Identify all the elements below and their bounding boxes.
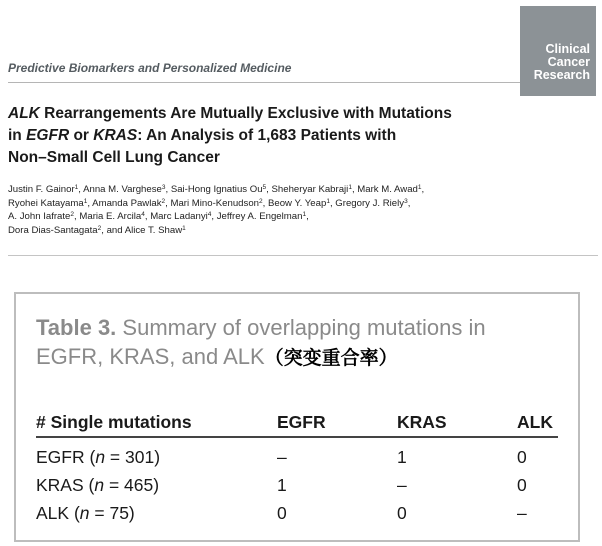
author-name: Mari Mino-Kenudson [170,197,259,209]
author-name: Sheheryar Kabraji [271,184,349,195]
author-affiliation: 2 [259,197,263,205]
title-gene-kras: KRAS [93,127,138,144]
title-line-2-mid: or [69,127,94,144]
article-title [8,103,508,169]
cell-alk-egfr: 0 [277,503,287,523]
row-n-prefix: ( [88,475,95,495]
author-list [8,183,508,237]
row-label-kras [36,475,159,496]
cell-egfr-kras: 1 [397,447,407,467]
author-line-1: Justin F. Gainor$^1$, Anna M. Varghese$^3$, Sai-Hong Ignatius Ou$^5$, Sheheryar Kabraji$^1$, Mark M. Awad$^1$, [8,184,425,195]
row-n-prefix: ( [89,447,96,467]
column-header-single-mutations: # Single mutations [36,412,192,432]
caption-line-2 [36,342,566,373]
column-header-alk: ALK [517,412,553,432]
author-name: A. John Iafrate [8,211,71,222]
author-line-3: A. John Iafrate$^2$, Maria E. Arcila$^4$, Marc Ladanyi$^4$, Jeffrey A. Engelman$^1$, [8,211,309,222]
column-header-kras: KRAS [397,412,447,432]
row-gene: ALK [36,503,70,523]
author-name: Beow Y. Yeap [267,197,327,209]
author-name: Jeffrey A. Engelman [216,211,303,222]
caption-text-2: EGFR, KRAS, and ALK [36,344,265,369]
header-divider [8,82,520,83]
row-n-var: n [94,475,105,495]
author-affiliation: 3 [404,197,408,205]
journal-section-heading: Predictive Biomarkers and Personalized Medicine [8,61,292,75]
title-line-2 [8,125,508,147]
title-line-2-text: : An Analysis of 1,683 Patients with [137,127,397,144]
cell-egfr-egfr: – [277,447,287,467]
cell-kras-egfr: 1 [277,475,287,495]
author-name: Amanda Pawlak [92,197,162,209]
summary-table [14,292,580,542]
author-affiliation: 5 [262,184,267,191]
row-gene: KRAS [36,475,84,495]
author-name: Mark M. Awad [357,184,418,195]
author-affiliation: 1 [302,211,307,218]
author-name: Alice T. Shaw [124,224,183,236]
title-line-1-text: Rearrangements Are Mutually Exclusive with Mutations [39,105,452,122]
logo-line-3: Research [533,68,590,82]
row-n-var: n [79,503,90,523]
author-affiliation: 1 [74,184,79,191]
row-gene: EGFR [36,447,85,467]
table-caption [36,313,566,373]
author-affiliation: 2 [161,197,166,205]
author-affiliation: 2 [97,224,102,232]
author-name: Ryohei Katayama [8,197,84,209]
author-affiliation: 2 [70,211,75,218]
author-line-2: Ryohei Katayama$^1$, Amanda Pawlak$^2$, Mari Mino-Kenudson$^2$, Beow Y. Yeap$^1$, Gregory J. Riely$^3$, [8,197,411,209]
author-affiliation: 1 [348,184,352,191]
author-name: Marc Ladanyi [150,211,208,222]
author-conjunction: and [106,224,123,236]
journal-logo [520,6,596,96]
cell-kras-alk: 0 [517,475,527,495]
row-label-alk [36,503,135,524]
cell-alk-kras: 0 [397,503,407,523]
cell-egfr-alk: 0 [517,447,527,467]
author-affiliation: 1 [83,197,88,205]
author-name: Gregory J. Riely [335,197,405,209]
row-n-count: = 75) [89,503,135,523]
caption-annotation-cn: （突变重合率） [264,347,398,369]
title-gene-alk: ALK [8,105,40,122]
title-gene-egfr: EGFR [26,127,70,144]
author-line-4: Dora Dias-Santagata$^2$, and Alice T. Shaw$^1$ [8,224,186,236]
author-affiliation: 1 [182,224,186,232]
author-affiliation: 1 [417,184,422,191]
row-n-count: = 465) [104,475,160,495]
logo-line-2: Cancer [547,55,590,69]
row-n-var: n [95,447,106,467]
author-affiliation: 4 [141,211,145,218]
row-label-egfr [36,447,160,468]
row-n-prefix: ( [73,503,80,523]
logo-line-1: Clinical [545,42,590,56]
author-name: Sai-Hong Ignatius Ou [170,184,263,195]
authors-divider [8,255,598,256]
title-line-1 [8,103,508,125]
author-name: Justin F. Gainor [8,184,75,195]
author-affiliation: 3 [161,184,166,191]
author-name: Dora Dias-Santagata [8,224,98,236]
author-name: Anna M. Varghese [83,184,162,195]
title-line-2-pre: in [8,127,27,144]
caption-text-1: Summary of overlapping mutations in [116,315,486,340]
author-affiliation: 4 [207,211,212,218]
caption-line-1 [36,313,566,342]
author-affiliation: 1 [326,197,330,205]
title-line-3: Non–Small Cell Lung Cancer [8,149,220,166]
author-name: Maria E. Arcila [79,211,142,222]
cell-kras-kras: – [397,475,407,495]
column-header-egfr: EGFR [277,412,326,432]
row-n-count: = 301) [105,447,161,467]
cell-alk-alk: – [517,503,527,523]
table-label: Table 3. [36,315,117,340]
header-rule [36,436,558,438]
